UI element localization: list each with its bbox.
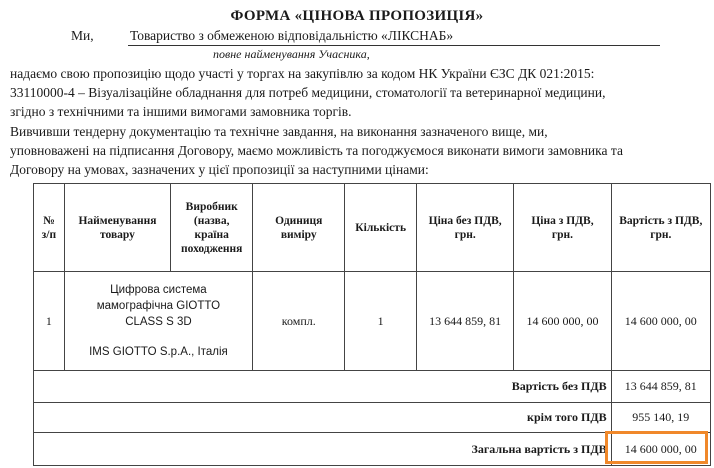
product-line-3: CLASS S 3D	[125, 316, 192, 328]
full-name-caption: повне найменування Учасника,	[213, 47, 370, 61]
product-line-1: Цифрова система	[110, 284, 207, 296]
company-underline	[128, 45, 660, 46]
row-cost-vat: 14 600 000, 00	[611, 272, 710, 371]
summary-value-total: 14 600 000, 00	[611, 433, 710, 466]
header-product-name: Найменування товару	[64, 184, 171, 272]
table-row	[34, 272, 711, 371]
price-table	[33, 183, 711, 466]
header-quantity: Кількість	[345, 184, 417, 272]
header-unit: Одиниця виміру	[253, 184, 345, 272]
summary-label-no-vat: Вартість без ПДВ	[34, 371, 612, 403]
summary-label-vat: крім того ПДВ	[34, 403, 612, 433]
intro-line-3: згідно з технічними та іншими вимогами замовника торгів.	[10, 104, 352, 119]
row-quantity: 1	[345, 272, 417, 371]
row-price-no-vat: 13 644 859, 81	[417, 272, 514, 371]
header-manufacturer: Виробник (назва, країна походження	[171, 184, 253, 272]
summary-row-vat	[34, 403, 711, 433]
header-price-no-vat: Ціна без ПДВ, грн.	[417, 184, 514, 272]
product-cell	[64, 272, 252, 371]
row-price-vat: 14 600 000, 00	[514, 272, 611, 371]
statement-line-1: Вивчивши тендерну документацію та технічне завдання, на виконання зазначеного вище, ми,	[10, 124, 548, 139]
product-spacer	[69, 330, 248, 344]
header-price-vat: Ціна з ПДВ, грн.	[514, 184, 611, 272]
summary-label-total: Загальна вартість з ПДВ	[34, 433, 612, 466]
table-header-row	[34, 184, 711, 272]
row-num: 1	[34, 272, 65, 371]
statement-line-2: уповноважені на підписання Договору, маємо можливість та погоджуємося виконати вимоги замовника та	[10, 143, 623, 158]
header-cost-vat: Вартість з ПДВ, грн.	[611, 184, 710, 272]
product-line-2: мамографічна GIOTTO	[96, 300, 221, 312]
intro-line-1: надаємо свою пропозицію щодо участі у торгах на закупівлю за кодом НК України ЄЗС ДК 021:2015:	[10, 66, 595, 81]
intro-line-2: 33110000-4 – Візуалізаційне обладнання для потреб медицини, стоматології та ветеринарної медицини,	[10, 85, 606, 100]
summary-row-no-vat	[34, 371, 711, 403]
we-label: Ми,	[71, 28, 94, 43]
company-name: Товариство з обмеженою відповідальністю «ЛІКСНАБ»	[130, 28, 454, 43]
summary-value-vat: 955 140, 19	[611, 403, 710, 433]
total-highlight-box	[605, 431, 708, 464]
form-title: ФОРМА «ЦІНОВА ПРОПОЗИЦІЯ»	[230, 8, 484, 24]
summary-value-no-vat: 13 644 859, 81	[611, 371, 710, 403]
header-num: № з/п	[34, 184, 65, 272]
row-unit: компл.	[253, 272, 345, 371]
product-manufacturer: IMS GIOTTO S.p.A., Італія	[89, 346, 228, 358]
statement-line-3: Договору на умовах, зазначених у цієї пропозиції за наступними цінами:	[10, 162, 429, 177]
